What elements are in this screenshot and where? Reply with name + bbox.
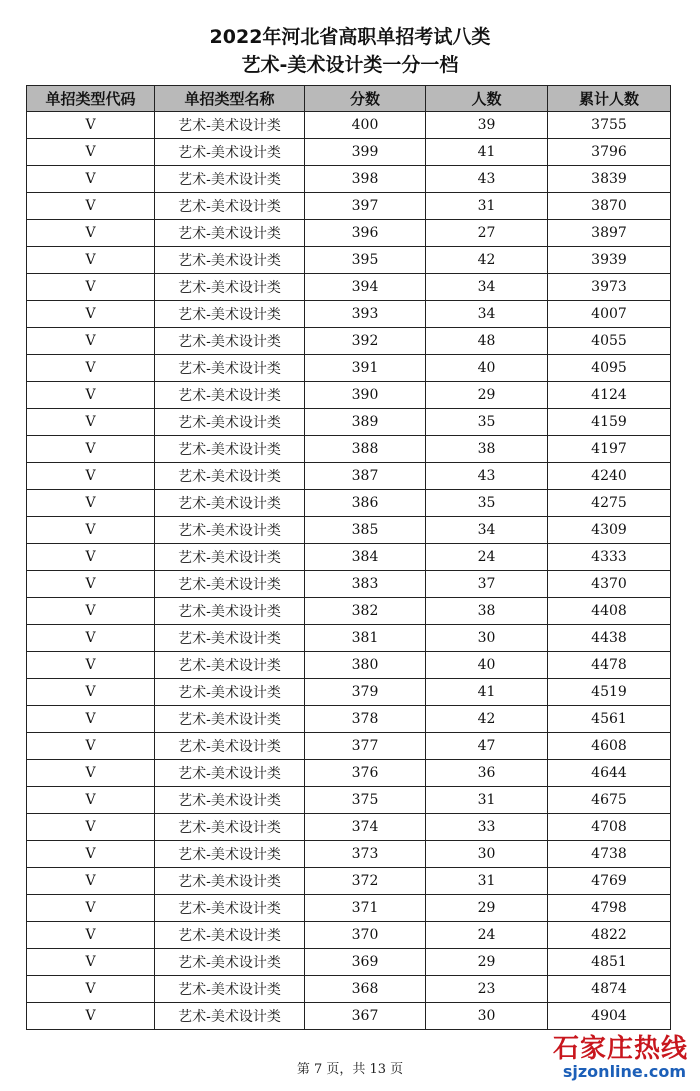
cell-count: 40	[426, 355, 548, 382]
cell-type-name: 艺术-美术设计类	[155, 220, 305, 247]
table-row	[27, 625, 671, 652]
cell-type-name: 艺术-美术设计类	[155, 328, 305, 355]
table-row	[27, 139, 671, 166]
cell-count: 30	[426, 841, 548, 868]
cell-cumulative: 4644	[548, 760, 671, 787]
cell-type-name: 艺术-美术设计类	[155, 463, 305, 490]
cell-count: 30	[426, 1003, 548, 1030]
cell-type-code: V	[27, 814, 155, 841]
cell-score: 394	[305, 274, 426, 301]
table-row	[27, 922, 671, 949]
table-row	[27, 490, 671, 517]
cell-score: 399	[305, 139, 426, 166]
table-row	[27, 760, 671, 787]
table-row	[27, 571, 671, 598]
cell-score: 382	[305, 598, 426, 625]
cell-type-name: 艺术-美术设计类	[155, 841, 305, 868]
cell-type-name: 艺术-美术设计类	[155, 733, 305, 760]
cell-type-name: 艺术-美术设计类	[155, 679, 305, 706]
cell-type-name: 艺术-美术设计类	[155, 301, 305, 328]
watermark-url: sjzonline.com	[562, 1062, 686, 1081]
cell-type-code: V	[27, 112, 155, 139]
cell-type-code: V	[27, 868, 155, 895]
cell-type-name: 艺术-美术设计类	[155, 625, 305, 652]
page-number: 第 7 页，共 13 页	[296, 1062, 404, 1077]
cell-type-name: 艺术-美术设计类	[155, 166, 305, 193]
cell-type-code: V	[27, 490, 155, 517]
cell-cumulative: 3839	[548, 166, 671, 193]
cell-score: 391	[305, 355, 426, 382]
cell-type-name: 艺术-美术设计类	[155, 787, 305, 814]
table-row	[27, 679, 671, 706]
table-body	[27, 112, 671, 1030]
cell-type-code: V	[27, 841, 155, 868]
table-row	[27, 436, 671, 463]
score-rank-table	[26, 85, 671, 1030]
cell-type-name: 艺术-美术设计类	[155, 544, 305, 571]
col-header-score: 分数	[305, 86, 426, 112]
cell-cumulative: 4055	[548, 328, 671, 355]
cell-type-code: V	[27, 139, 155, 166]
cell-type-code: V	[27, 328, 155, 355]
cell-cumulative: 4007	[548, 301, 671, 328]
cell-type-code: V	[27, 571, 155, 598]
cell-score: 378	[305, 706, 426, 733]
cell-count: 29	[426, 382, 548, 409]
cell-count: 27	[426, 220, 548, 247]
col-header-count: 人数	[426, 86, 548, 112]
page-title: 2022年河北省高职单招考试八类	[209, 26, 491, 48]
table-row	[27, 301, 671, 328]
cell-count: 35	[426, 490, 548, 517]
cell-cumulative: 4095	[548, 355, 671, 382]
cell-count: 24	[426, 544, 548, 571]
cell-type-code: V	[27, 220, 155, 247]
cell-cumulative: 4408	[548, 598, 671, 625]
cell-score: 390	[305, 382, 426, 409]
cell-count: 42	[426, 706, 548, 733]
cell-type-name: 艺术-美术设计类	[155, 976, 305, 1003]
col-header-type-code: 单招类型代码	[27, 86, 155, 112]
cell-count: 29	[426, 895, 548, 922]
cell-cumulative: 4708	[548, 814, 671, 841]
cell-cumulative: 4240	[548, 463, 671, 490]
cell-count: 34	[426, 517, 548, 544]
cell-count: 39	[426, 112, 548, 139]
table-row	[27, 517, 671, 544]
cell-cumulative: 4561	[548, 706, 671, 733]
cell-count: 42	[426, 247, 548, 274]
cell-cumulative: 4851	[548, 949, 671, 976]
cell-type-code: V	[27, 382, 155, 409]
cell-type-name: 艺术-美术设计类	[155, 922, 305, 949]
cell-type-code: V	[27, 463, 155, 490]
cell-score: 398	[305, 166, 426, 193]
cell-count: 43	[426, 463, 548, 490]
cell-type-code: V	[27, 949, 155, 976]
cell-cumulative: 4874	[548, 976, 671, 1003]
cell-type-code: V	[27, 922, 155, 949]
table-row	[27, 868, 671, 895]
watermark-logo	[540, 1028, 688, 1086]
watermark-brand: 石家庄热线	[552, 1034, 688, 1064]
cell-cumulative: 4798	[548, 895, 671, 922]
cell-score: 373	[305, 841, 426, 868]
cell-score: 372	[305, 868, 426, 895]
table-row	[27, 1003, 671, 1030]
cell-score: 375	[305, 787, 426, 814]
cell-type-code: V	[27, 760, 155, 787]
cell-type-name: 艺术-美术设计类	[155, 571, 305, 598]
table-row	[27, 706, 671, 733]
cell-cumulative: 4333	[548, 544, 671, 571]
col-header-type-name: 单招类型名称	[155, 86, 305, 112]
cell-type-name: 艺术-美术设计类	[155, 382, 305, 409]
cell-type-name: 艺术-美术设计类	[155, 517, 305, 544]
cell-type-code: V	[27, 787, 155, 814]
cell-score: 374	[305, 814, 426, 841]
cell-type-name: 艺术-美术设计类	[155, 760, 305, 787]
cell-type-code: V	[27, 247, 155, 274]
table-row	[27, 652, 671, 679]
cell-type-code: V	[27, 517, 155, 544]
table-row	[27, 247, 671, 274]
col-header-cumulative: 累计人数	[548, 86, 671, 112]
cell-type-name: 艺术-美术设计类	[155, 112, 305, 139]
cell-count: 37	[426, 571, 548, 598]
cell-score: 393	[305, 301, 426, 328]
cell-count: 48	[426, 328, 548, 355]
cell-type-code: V	[27, 274, 155, 301]
cell-type-code: V	[27, 436, 155, 463]
table-row	[27, 193, 671, 220]
cell-type-name: 艺术-美术设计类	[155, 868, 305, 895]
cell-score: 381	[305, 625, 426, 652]
cell-type-code: V	[27, 652, 155, 679]
cell-count: 31	[426, 193, 548, 220]
cell-score: 397	[305, 193, 426, 220]
table-row	[27, 328, 671, 355]
cell-type-name: 艺术-美术设计类	[155, 706, 305, 733]
cell-cumulative: 4769	[548, 868, 671, 895]
cell-score: 395	[305, 247, 426, 274]
cell-type-code: V	[27, 625, 155, 652]
cell-count: 33	[426, 814, 548, 841]
cell-count: 43	[426, 166, 548, 193]
cell-count: 41	[426, 679, 548, 706]
cell-cumulative: 3897	[548, 220, 671, 247]
cell-score: 385	[305, 517, 426, 544]
cell-type-code: V	[27, 1003, 155, 1030]
cell-score: 386	[305, 490, 426, 517]
cell-count: 31	[426, 868, 548, 895]
cell-score: 367	[305, 1003, 426, 1030]
cell-score: 369	[305, 949, 426, 976]
cell-type-name: 艺术-美术设计类	[155, 895, 305, 922]
cell-type-code: V	[27, 193, 155, 220]
table-row	[27, 733, 671, 760]
cell-count: 34	[426, 274, 548, 301]
cell-cumulative: 3939	[548, 247, 671, 274]
cell-count: 41	[426, 139, 548, 166]
cell-cumulative: 4438	[548, 625, 671, 652]
cell-type-name: 艺术-美术设计类	[155, 436, 305, 463]
cell-type-name: 艺术-美术设计类	[155, 652, 305, 679]
cell-score: 377	[305, 733, 426, 760]
cell-cumulative: 4675	[548, 787, 671, 814]
cell-type-code: V	[27, 706, 155, 733]
cell-count: 38	[426, 598, 548, 625]
cell-type-code: V	[27, 679, 155, 706]
cell-cumulative: 4478	[548, 652, 671, 679]
cell-score: 371	[305, 895, 426, 922]
cell-score: 370	[305, 922, 426, 949]
cell-cumulative: 4738	[548, 841, 671, 868]
cell-cumulative: 4197	[548, 436, 671, 463]
cell-type-name: 艺术-美术设计类	[155, 193, 305, 220]
cell-cumulative: 3870	[548, 193, 671, 220]
cell-type-code: V	[27, 166, 155, 193]
cell-type-name: 艺术-美术设计类	[155, 949, 305, 976]
cell-type-code: V	[27, 598, 155, 625]
table-row	[27, 787, 671, 814]
cell-type-code: V	[27, 301, 155, 328]
cell-type-code: V	[27, 544, 155, 571]
cell-type-name: 艺术-美术设计类	[155, 490, 305, 517]
cell-score: 400	[305, 112, 426, 139]
table-header	[27, 86, 671, 112]
table-row	[27, 463, 671, 490]
cell-cumulative: 4822	[548, 922, 671, 949]
cell-count: 36	[426, 760, 548, 787]
cell-cumulative: 4159	[548, 409, 671, 436]
cell-count: 24	[426, 922, 548, 949]
cell-cumulative: 3755	[548, 112, 671, 139]
cell-score: 396	[305, 220, 426, 247]
cell-cumulative: 4309	[548, 517, 671, 544]
cell-score: 379	[305, 679, 426, 706]
cell-cumulative: 4275	[548, 490, 671, 517]
cell-score: 368	[305, 976, 426, 1003]
cell-cumulative: 4519	[548, 679, 671, 706]
cell-type-name: 艺术-美术设计类	[155, 1003, 305, 1030]
table-row	[27, 355, 671, 382]
cell-score: 383	[305, 571, 426, 598]
table-row	[27, 598, 671, 625]
cell-type-name: 艺术-美术设计类	[155, 139, 305, 166]
cell-count: 38	[426, 436, 548, 463]
cell-count: 35	[426, 409, 548, 436]
table-header-row	[27, 86, 671, 112]
table-row	[27, 409, 671, 436]
cell-count: 47	[426, 733, 548, 760]
table-row	[27, 949, 671, 976]
cell-count: 29	[426, 949, 548, 976]
table-row	[27, 274, 671, 301]
cell-count: 40	[426, 652, 548, 679]
cell-score: 392	[305, 328, 426, 355]
table-row	[27, 841, 671, 868]
table-row	[27, 976, 671, 1003]
cell-cumulative: 4370	[548, 571, 671, 598]
table-row	[27, 895, 671, 922]
cell-score: 384	[305, 544, 426, 571]
cell-cumulative: 4608	[548, 733, 671, 760]
table-row	[27, 544, 671, 571]
table-row	[27, 112, 671, 139]
cell-count: 30	[426, 625, 548, 652]
page-subtitle: 艺术-美术设计类一分一档	[241, 54, 459, 76]
cell-cumulative: 3796	[548, 139, 671, 166]
cell-score: 389	[305, 409, 426, 436]
table-row	[27, 382, 671, 409]
table-row	[27, 220, 671, 247]
cell-cumulative: 4124	[548, 382, 671, 409]
cell-type-code: V	[27, 895, 155, 922]
cell-count: 23	[426, 976, 548, 1003]
cell-type-code: V	[27, 409, 155, 436]
cell-score: 376	[305, 760, 426, 787]
cell-type-code: V	[27, 976, 155, 1003]
cell-type-name: 艺术-美术设计类	[155, 598, 305, 625]
table-row	[27, 166, 671, 193]
cell-type-name: 艺术-美术设计类	[155, 247, 305, 274]
cell-type-code: V	[27, 355, 155, 382]
cell-type-name: 艺术-美术设计类	[155, 814, 305, 841]
cell-count: 31	[426, 787, 548, 814]
cell-count: 34	[426, 301, 548, 328]
cell-score: 387	[305, 463, 426, 490]
cell-score: 388	[305, 436, 426, 463]
table-row	[27, 814, 671, 841]
cell-type-name: 艺术-美术设计类	[155, 409, 305, 436]
cell-type-name: 艺术-美术设计类	[155, 355, 305, 382]
cell-type-name: 艺术-美术设计类	[155, 274, 305, 301]
cell-type-code: V	[27, 733, 155, 760]
cell-score: 380	[305, 652, 426, 679]
cell-cumulative: 3973	[548, 274, 671, 301]
cell-cumulative: 4904	[548, 1003, 671, 1030]
